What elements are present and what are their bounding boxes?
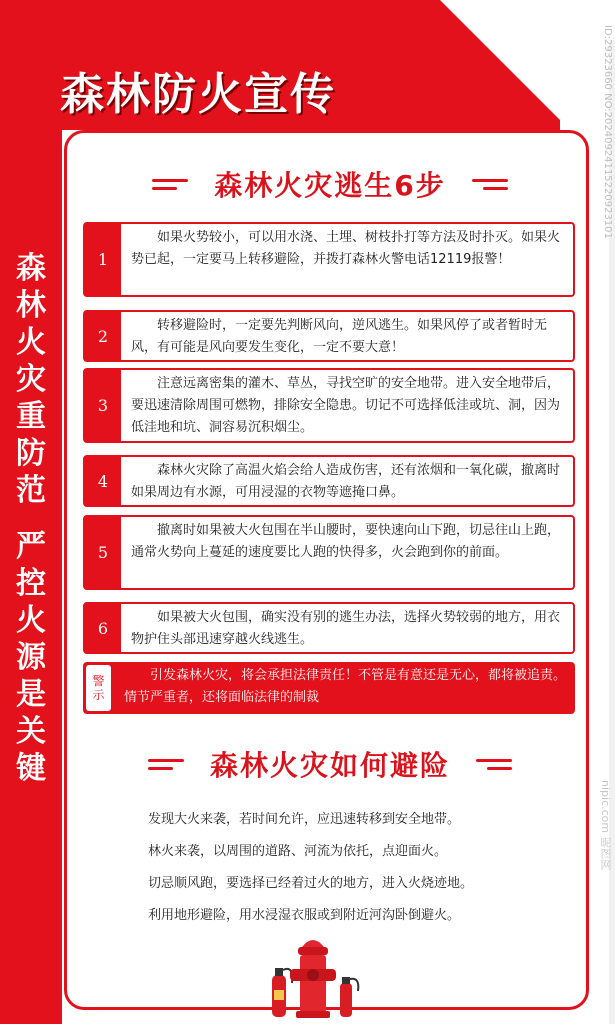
warning-label-char: 警 [92,674,105,688]
page-title: 森林防火宣传 [60,69,336,120]
tip-item: 利用地形避险，用水浸湿衣服或到附近河沟卧倒避火。 [148,908,461,923]
tip-item: 发现大火来袭，若时间允许，应迅速转移到安全地带。 [148,812,461,827]
step-number: 6 [85,604,121,652]
step-item [83,455,575,507]
step-item [83,602,575,654]
heading-decoration [476,759,512,770]
step-number: 2 [85,312,121,360]
sidebar-slogan-1 [8,250,54,509]
slogan-char: 火 [16,325,46,360]
step-number: 5 [85,517,121,588]
heading-decoration [472,179,508,190]
slogan-char: 源 [16,640,46,675]
step-item [83,222,575,297]
step-text: 撤离时如果被大火包围在半山腰时，要快速向山下跑，切忌往山上跑，通常火势向上蔓延的速度要比人跑的快得多，火会跑到你的前面。 [131,523,561,560]
slogan-char: 灾 [16,362,46,397]
step-item [83,310,575,362]
sidebar-slogan-2 [8,528,54,787]
warning-label-char: 示 [92,688,105,702]
section-2-heading [90,740,570,788]
tip-item: 林火来袭，以周围的道路、河流为依托，点迎面火。 [148,844,448,859]
section-1-heading [90,160,570,208]
step-text: 如果火势较小，可以用水浇、土埋、树枝扑打等方法及时扑灭。如果火势已起，一定要马上转移避险，并拨打森林火警电话12119报警！ [131,230,561,267]
warning-text: 引发森林火灾，将会承担法律责任！不管是有意还是无心，都将被追责。情节严重者，还将面临法律的制裁 [124,668,567,705]
step-text: 转移避险时，一定要先判断风向，逆风逃生。如果风停了或者暂时无风，有可能是风向要发生变化，一定不要大意！ [131,318,548,355]
fire-hydrant-and-extinguishers-icon [258,935,368,1020]
heading-decoration [152,179,188,190]
section-1-title: 森林火灾逃生6步 [214,169,446,202]
warning-box [83,662,575,714]
step-number: 4 [85,457,121,505]
watermark-id: ID:29323660 NO:20240924115220923101 [602,25,613,239]
step-text: 注意远离密集的灌木、草丛，寻找空旷的安全地带。进入安全地带后，要迅速清除周围可燃物，排除安全隐患。切记不可选择低洼或坑、洞，因为低洼地和坑、洞容易沉积烟尘。 [131,376,561,435]
slogan-char: 范 [16,473,46,508]
slogan-char: 是 [16,677,46,712]
step-number: 3 [85,370,121,441]
slogan-char: 森 [16,251,46,286]
step-item [83,515,575,590]
slogan-char: 键 [16,751,46,786]
step-number: 1 [85,224,121,295]
slogan-char: 防 [16,436,46,471]
step-text: 如果被大火包围，确实没有别的逃生办法，选择火势较弱的地方，用衣物护住头部迅速穿越火线逃生。 [131,610,561,647]
slogan-char: 严 [16,529,46,564]
heading-decoration [148,759,184,770]
tip-item: 切忌顺风跑，要选择已经着过火的地方，进入火烧迹地。 [148,876,474,891]
slogan-char: 关 [16,714,46,749]
step-text: 森林火灾除了高温火焰会给人造成伤害，还有浓烟和一氧化碳，撤离时如果周边有水源，可用浸湿的衣物等遮掩口鼻。 [131,463,561,500]
section-2-title: 森林火灾如何避险 [209,749,450,782]
step-item [83,368,575,443]
watermark-site: nipic.com 昵图网 [599,780,612,870]
safety-tips-list [148,808,568,936]
slogan-char: 火 [16,603,46,638]
warning-label [86,665,111,711]
slogan-char: 重 [16,399,46,434]
slogan-char: 控 [16,566,46,601]
slogan-char: 林 [16,288,46,323]
